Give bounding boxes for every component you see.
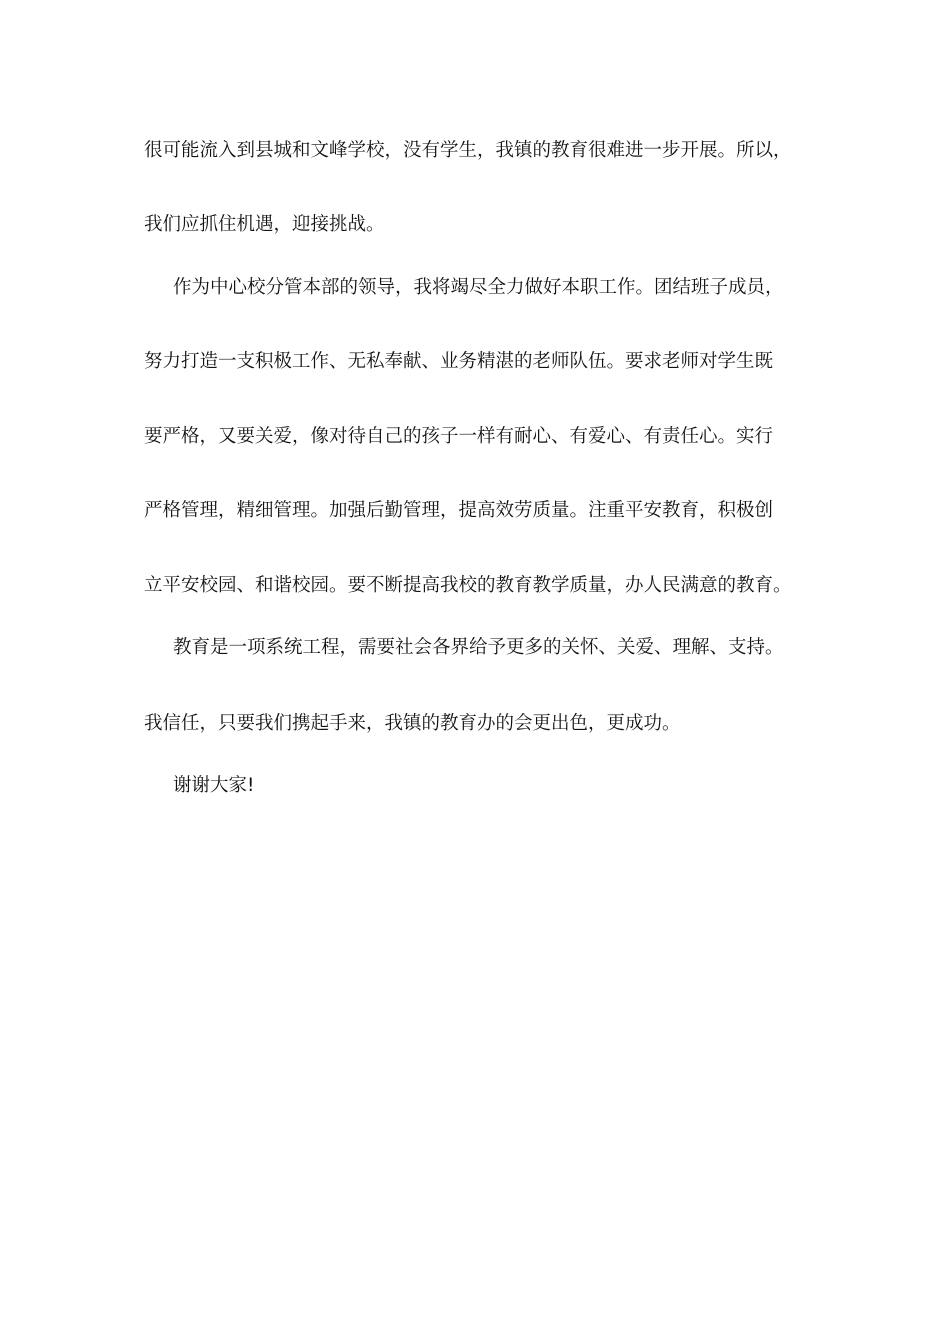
paragraph-line: 我信任，只要我们携起手来，我镇的教育办的会更出色，更成功。 <box>144 713 681 734</box>
paragraph-line: 要严格，又要关爱，像对待自己的孩子一样有耐心、有爱心、有责任心。实行 <box>144 426 774 447</box>
paragraph-line: 教育是一项系统工程，需要社会各界给予更多的关怀、关爱、理解、支持。 <box>173 637 784 658</box>
paragraph-line: 作为中心校分管本部的领导，我将竭尽全力做好本职工作。团结班子成员， <box>173 277 784 298</box>
paragraph-line: 严格管理，精细管理。加强后勤管理，提高效劳质量。注重平安教育，积极创 <box>144 500 774 521</box>
paragraph-line: 谢谢大家! <box>173 775 255 796</box>
paragraph-line: 我们应抓住机遇，迎接挑战。 <box>144 214 385 235</box>
paragraph-line: 立平安校园、和谐校园。要不断提高我校的教育教学质量，办人民满意的教育。 <box>144 575 792 596</box>
paragraph-line: 努力打造一支积极工作、无私奉献、业务精湛的老师队伍。要求老师对学生既 <box>144 351 774 372</box>
paragraph-line: 很可能流入到县城和文峰学校，没有学生，我镇的教育很难进一步开展。所以， <box>144 140 792 161</box>
